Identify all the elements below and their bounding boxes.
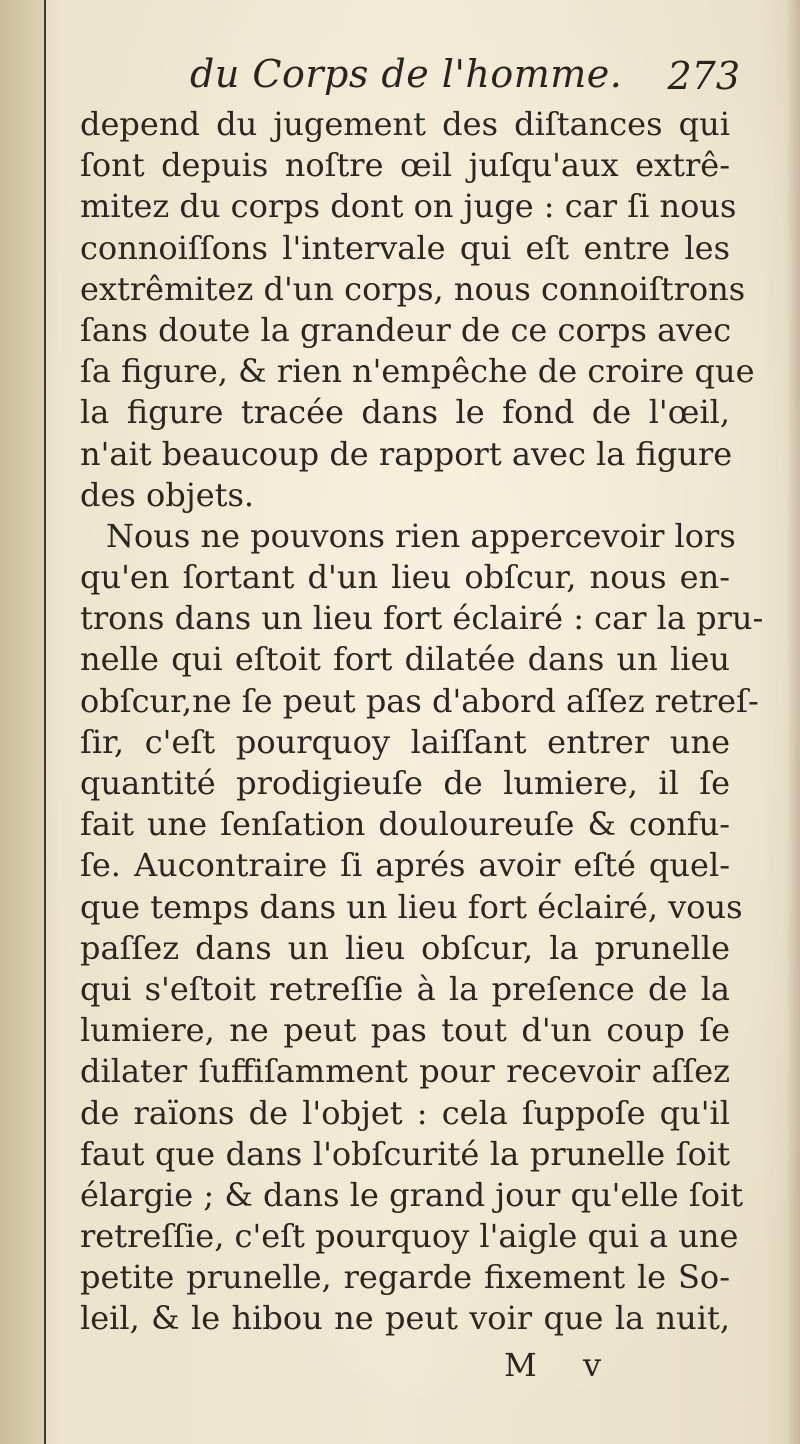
text-line: faut que dans l'obſcurité la prunelle ſoit <box>80 1134 730 1173</box>
text-line: nelle qui eſtoit fort dilatée dans un lieu <box>80 640 730 679</box>
text-line: ſans doute la grandeur de ce corps avec <box>80 310 732 349</box>
text-line: connoiſſons l'intervale qui eſt entre les <box>80 228 730 267</box>
text-line: la figure tracée dans le fond de l'œil, <box>80 393 730 432</box>
text-line: de raïons de l'objet : cela ſuppoſe qu'il <box>80 1093 730 1132</box>
text-line: obſcur,ne ſe peut pas d'abord aſſez retreſ- <box>80 681 759 720</box>
text-line: ſont depuis noſtre œil juſqu'aux extrê- <box>80 146 730 185</box>
text-line: quantité prodigieuſe de lumiere, il ſe <box>80 764 730 802</box>
text-line: ſe. Aucontraire ſi aprés avoir eſté quel- <box>80 846 730 885</box>
text-line: élargie ; & dans le grand jour qu'elle ſoit <box>80 1175 744 1214</box>
text-line: depend du jugement des diſtances qui <box>80 105 730 143</box>
text-line: des objets. <box>80 475 255 514</box>
page-number: 273 <box>667 54 740 98</box>
text-line: trons dans un lieu fort éclairé : car la pru- <box>80 599 764 638</box>
text-line: ſir, c'eſt pourquoy laiſſant entrer une <box>80 722 730 761</box>
spine-line <box>44 0 46 1444</box>
running-title: du Corps de l'homme. <box>190 52 623 96</box>
body-text <box>80 104 764 1340</box>
text-line: retreſſie, c'eſt pourquoy l'aigle qui a une <box>80 1217 739 1256</box>
text-line: qu'en ſortant d'un lieu obſcur, nous en- <box>80 558 730 597</box>
text-line: extrêmitez d'un corps, nous connoiſtrons <box>80 269 746 308</box>
text-line: ſa figure, & rien n'empêche de croire que <box>80 352 755 391</box>
text-line: leil, & le hibou ne peut voir que la nuit, <box>80 1299 730 1338</box>
text-line: que temps dans un lieu fort éclairé, vous <box>80 887 743 926</box>
text-line: fait une ſenſation douloureuſe & confu- <box>80 805 730 844</box>
text-line: mitez du corps dont on juge : car ſi nous <box>80 187 737 226</box>
text-line: paſſez dans un lieu obſcur, la prunelle <box>80 928 730 967</box>
paragraph-start-line: Nous ne pouvons rien appercevoir lors <box>106 516 736 555</box>
text-line: dilater ſuffiſamment pour recevoir aſſez <box>80 1052 730 1091</box>
text-line: qui s'eſtoit retreſſie à la preſence de la <box>80 969 730 1008</box>
text-line: petite prunelle, regarde fixement le So- <box>80 1258 730 1297</box>
text-line: n'ait beaucoup de rapport avec la figure <box>80 434 733 473</box>
page-header <box>80 52 740 108</box>
text-line: lumiere, ne peut pas tout d'un coup ſe <box>80 1011 730 1050</box>
signature-mark: M v <box>504 1346 620 1384</box>
spine-shadow <box>0 0 44 1444</box>
page-edge <box>786 0 800 1444</box>
